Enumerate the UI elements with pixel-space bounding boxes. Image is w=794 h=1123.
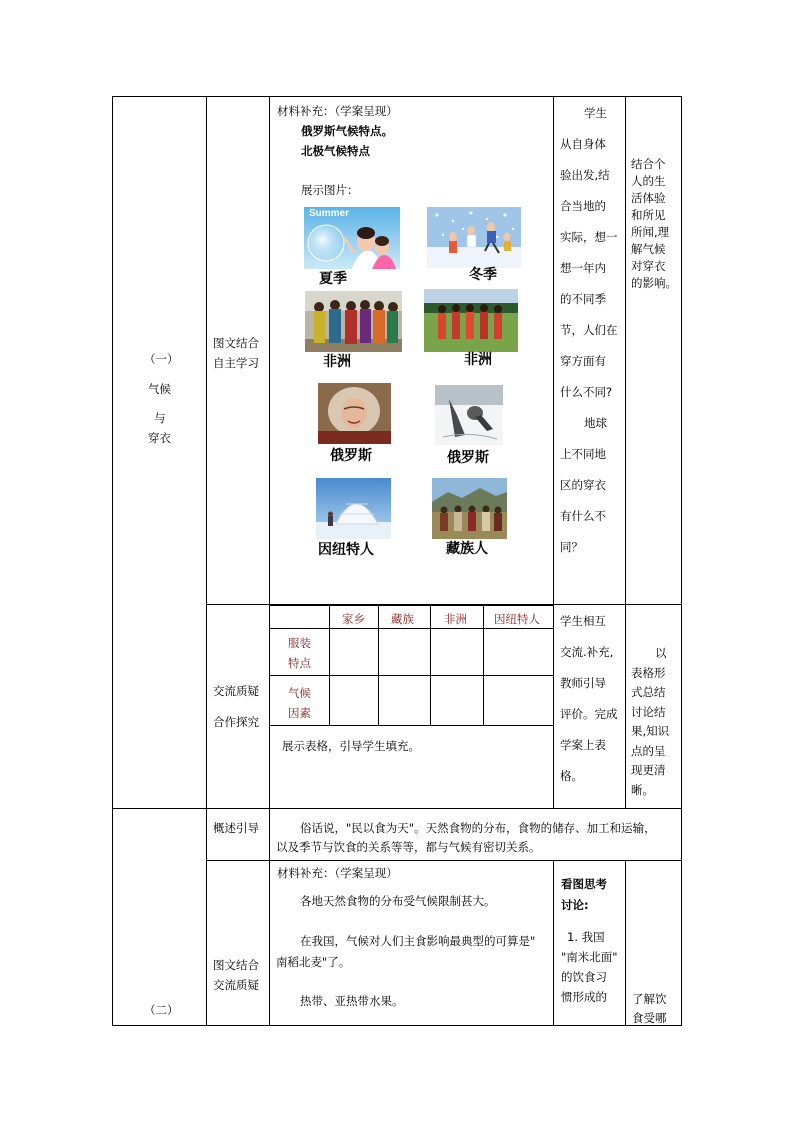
photo-inuit: [316, 478, 391, 539]
intro-line-1: 俗话说，"民以食为天"。天然食物的分布，食物的储存、加工和运输，: [300, 821, 656, 835]
intent-line: 晰。: [631, 782, 654, 797]
table-border-top: [112, 96, 682, 97]
student-line: 的不同季: [560, 292, 606, 306]
student-line: 上不同地: [560, 447, 606, 461]
method-a-line2: 自主学习: [213, 356, 259, 370]
caption-inuit: 因纽特人: [318, 542, 374, 558]
student-line: 同？: [560, 540, 583, 554]
table-header-hometown: 家乡: [342, 612, 365, 626]
intent-line: 现更清: [631, 763, 666, 777]
design-intent-1: [631, 156, 677, 292]
section1-label-3: 与: [154, 411, 166, 425]
caption-africa-1: 非洲: [323, 354, 351, 370]
material-line-1: 俄罗斯气候特点。: [301, 124, 393, 138]
col-divider-4: [625, 96, 626, 808]
caption-summer: 夏季: [319, 271, 347, 287]
inner-table-row1: [269, 628, 553, 629]
caption-russia-1: 俄罗斯: [330, 448, 372, 464]
student-activity-1: [560, 98, 620, 563]
student-line: 教师引导: [560, 676, 606, 690]
intent-line: 的影响。: [631, 276, 677, 290]
col-divider-3: [553, 96, 554, 808]
student-line: 学案上表: [560, 738, 606, 752]
photo-africa-1: [305, 291, 402, 352]
inner-table-col4: [483, 605, 484, 726]
student-line: 什么不同?: [560, 385, 613, 399]
inner-table-col2: [378, 605, 379, 726]
material2-para2-line2: 南稻北麦"了。: [276, 955, 351, 969]
photo-russia-2: [435, 385, 503, 445]
table-row-clothing-1: 服装: [288, 636, 311, 650]
material2-para1: 各地天然食物的分布受气候限制甚大。: [300, 894, 496, 908]
photo-winter: [427, 207, 521, 268]
table-header-inuit: 因纽特人: [494, 612, 540, 626]
inner-table-col3: [430, 605, 431, 726]
student-line: 学生相互: [560, 614, 606, 628]
row-divider-section: [112, 808, 682, 809]
intent-line: 果,知识: [631, 724, 670, 738]
intent2-line-2: 食受哪: [632, 1011, 667, 1025]
discuss-line-4: 惯形成的: [561, 990, 607, 1004]
table-row-climate-1: 气候: [288, 686, 311, 700]
intent-line: 所闻,理: [631, 225, 670, 239]
col-divider-4b: [625, 860, 626, 1026]
table-header-tibetan: 藏族: [391, 612, 414, 626]
discuss-line-1: 1. 我国: [567, 930, 605, 944]
summer-logo-text: Summer: [309, 208, 350, 219]
student-line: 实际，想一: [560, 230, 618, 244]
inner-table-top: [269, 605, 553, 606]
intent-line: 对穿衣: [631, 259, 666, 273]
row-divider-3: [206, 860, 682, 861]
intro-line-2: 以及季节与饮食的关系等等，都与气候有密切关系。: [276, 840, 541, 854]
intent-line: 以: [655, 646, 667, 660]
discuss-title-1: 看图思考: [561, 877, 607, 891]
material2-para3: 热带、亚热带水果。: [300, 994, 404, 1008]
photo-summer: [304, 207, 400, 269]
student-activity-2: [560, 606, 620, 792]
table-border-left: [112, 96, 113, 1026]
col-divider-1: [206, 96, 207, 1026]
student-line: 有什么不: [560, 509, 606, 523]
intent-line: 和所见: [631, 208, 666, 222]
section1-label-4: 穿衣: [148, 431, 171, 445]
table-note: 展示表格，引导学生填充。: [282, 739, 420, 753]
table-row-climate-2: 因素: [288, 706, 311, 720]
intent-line: 讨论结: [631, 704, 666, 719]
photo-russia-1: [318, 383, 391, 444]
material-line-2: 北极气候特点: [301, 144, 370, 158]
section2-label: （二）: [144, 1003, 179, 1017]
intent-line: 解气候: [631, 242, 666, 256]
student-line: 节，人们在: [560, 323, 618, 337]
discuss-title-2: 讨论:: [561, 898, 589, 912]
method-d-line1: 图文结合: [213, 958, 259, 972]
section1-label-1: （一）: [144, 352, 179, 366]
intent-line: 人的生: [631, 174, 666, 188]
caption-africa-2: 非洲: [464, 352, 492, 368]
student-line: 从自身体: [560, 137, 606, 151]
intent-line: 式总结: [631, 685, 666, 699]
method-b-line1: 交流质疑: [213, 684, 259, 698]
method-d-line2: 交流质疑: [213, 978, 259, 992]
material-title: 材料补充：（学案呈现）: [277, 104, 398, 118]
inner-table-row2: [269, 675, 553, 676]
inner-table-bottom: [269, 725, 553, 726]
method-b-line2: 合作探究: [213, 715, 259, 729]
photo-africa-2: [424, 289, 518, 352]
caption-russia-2: 俄罗斯: [447, 450, 489, 466]
table-header-africa: 非洲: [444, 612, 467, 626]
section1-label-2: 气候: [148, 382, 171, 396]
discuss-line-3: 的饮食习: [561, 970, 607, 984]
design-intent-2: [631, 644, 677, 800]
show-pictures-label: 展示图片：: [301, 183, 359, 197]
table-border-right: [681, 96, 682, 1026]
intent-line: 结合个: [631, 157, 666, 171]
student-line: 学生: [584, 106, 607, 120]
discuss-line-2: "南米北面": [561, 950, 618, 964]
student-line: 区的穿衣: [560, 478, 606, 492]
student-line: 格。: [560, 769, 583, 783]
student-line: 交流.补充,: [560, 645, 614, 659]
photo-tibetan: [432, 478, 507, 539]
method-c: 概述引导: [213, 821, 259, 835]
student-line: 验出发,结: [560, 168, 610, 182]
intent-line: 活体验: [631, 191, 666, 205]
student-line: 合当地的: [560, 199, 606, 213]
caption-winter: 冬季: [469, 267, 497, 283]
table-row-clothing-2: 特点: [288, 656, 311, 670]
col-divider-2: [269, 96, 270, 1026]
student-line: 穿方面有: [560, 354, 606, 368]
method-a-line1: 图文结合: [213, 336, 259, 350]
student-line: 想一年内: [560, 261, 606, 275]
student-line: 评价。完成: [560, 707, 618, 721]
inner-table-col1: [329, 605, 330, 726]
intent-line: 点的呈: [631, 743, 666, 758]
col-divider-3b: [553, 860, 554, 1026]
material2-title: 材料补充：（学案呈现）: [277, 866, 398, 880]
student-line: 地球: [584, 416, 607, 430]
caption-tibetan: 藏族人: [446, 541, 488, 557]
material2-para2-line1: 在我国，气候对人们主食影响最典型的可算是": [300, 934, 536, 948]
intent-line: 表格形: [631, 665, 666, 680]
intent2-line-1: 了解饮: [632, 992, 667, 1006]
table-border-bottom: [112, 1025, 682, 1026]
